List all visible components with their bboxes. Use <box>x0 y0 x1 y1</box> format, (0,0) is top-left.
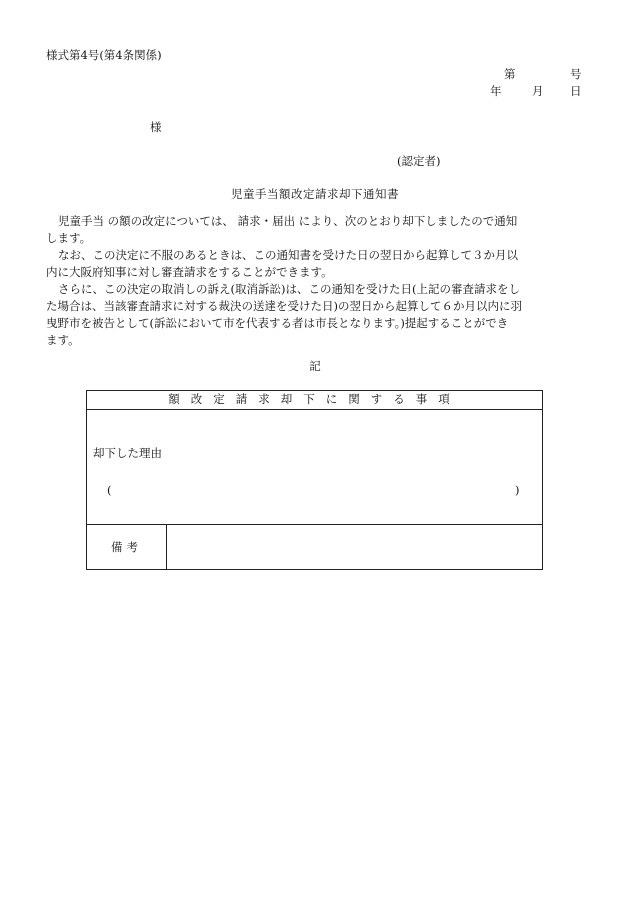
form-number: 様式第4号(第4条関係) <box>46 48 162 62</box>
body-line: 内に大阪府知事に対し審査請求をすることができます。 <box>46 265 333 279</box>
body-line: 児童手当 の額の改定については、 請求・届出 により、次のとおり却下しましたので通知 <box>58 214 518 228</box>
body-line: ます。 <box>46 333 80 347</box>
addressee-honorific: 様 <box>150 120 162 134</box>
details-table <box>86 390 543 570</box>
reason-close-paren: ) <box>515 483 520 497</box>
ki-label: 記 <box>309 359 321 373</box>
sender-label: (認定者) <box>397 154 441 168</box>
document-title: 児童手当額改定請求却下通知書 <box>231 187 399 201</box>
body-text <box>46 213 586 349</box>
date-year: 年 <box>490 84 502 98</box>
body-line: します。 <box>46 231 92 245</box>
reason-cell[interactable] <box>87 409 542 525</box>
reason-open-paren: ( <box>107 483 112 497</box>
doc-number-prefix: 第 <box>504 67 516 81</box>
body-line: なお、この決定に不服のあるときは、この通知書を受けた日の翌日から起算して３か月以 <box>58 248 518 262</box>
date-day: 日 <box>570 84 582 98</box>
doc-number-suffix: 号 <box>570 67 582 81</box>
remarks-value-cell[interactable] <box>167 525 542 569</box>
body-line: た場合は、当該審査請求に対する裁決の送達を受けた日)の翌日から起算して６か月以内に羽 <box>46 299 522 313</box>
table-header: 額改定請求却下に関する事項 <box>87 391 542 410</box>
body-line: さらに、この決定の取消しの訴え(取消訴訟)は、この通知を受けた日(上記の審査請求をし <box>58 282 520 296</box>
body-line: 曳野市を被告として(訴訟において市を代表する者は市長となります。)提起することができ <box>46 316 509 330</box>
reason-label: 却下した理由 <box>93 446 162 460</box>
date-month: 月 <box>532 84 544 98</box>
remarks-label: 備考 <box>87 525 167 569</box>
